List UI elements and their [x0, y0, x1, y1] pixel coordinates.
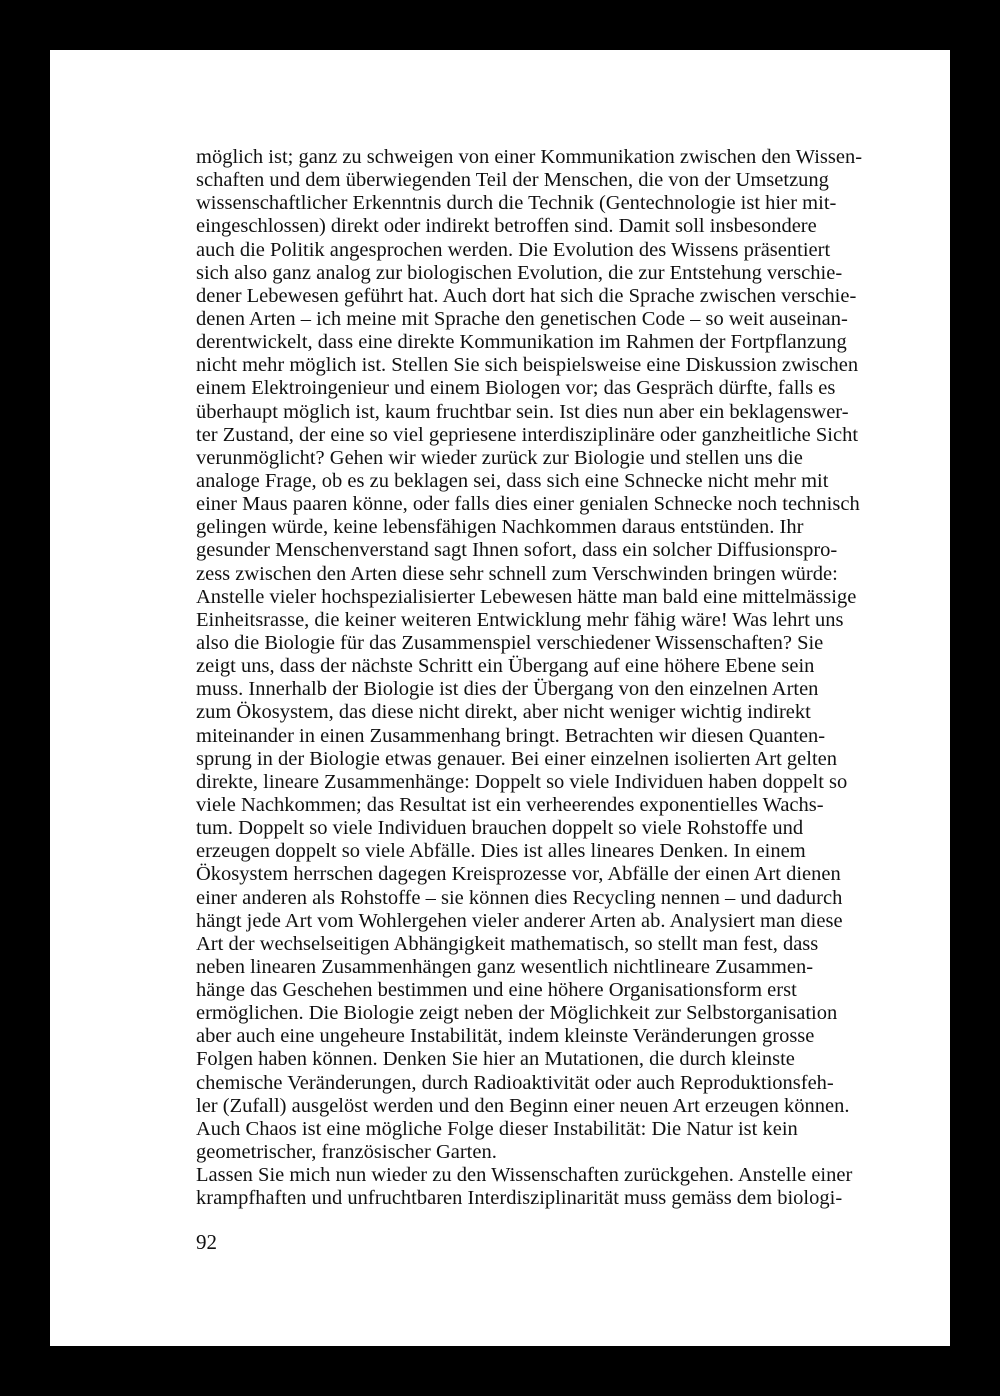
book-page [50, 50, 950, 1346]
text-line: einem Elektroingenieur und einem Biologen vor; das Gespräch dürfte, falls es [196, 377, 836, 400]
text-line: einer anderen als Rohstoffe – sie können dies Recycling nennen – und dadurch [196, 886, 843, 909]
text-line: muss. Innerhalb der Biologie ist dies der Übergang von den einzelnen Arten [196, 678, 819, 701]
text-line: gelingen würde, keine lebensfähigen Nachkommen daraus entstünden. Ihr [196, 516, 804, 539]
text-line: ermöglichen. Die Biologie zeigt neben der Möglichkeit zur Selbstorganisation [196, 1002, 838, 1025]
text-line: möglich ist; ganz zu schweigen von einer Kommunikation zwischen den Wissen- [196, 146, 863, 168]
text-line: hängt jede Art vom Wohlergehen vieler anderer Arten ab. Analysiert man diese [196, 909, 843, 932]
text-line: Einheitsrasse, die keiner weiteren Entwicklung mehr fähig wäre! Was lehrt uns [196, 608, 844, 631]
text-line: zum Ökosystem, das diese nicht direkt, aber nicht weniger wichtig indirekt [196, 701, 811, 724]
text-line: tum. Doppelt so viele Individuen brauchen doppelt so viele Rohstoffe und [196, 817, 804, 840]
text-line: derentwickelt, dass eine direkte Kommunikation im Rahmen der Fortpflanzung [196, 331, 847, 354]
text-line: Art der wechselseitigen Abhängigkeit mathematisch, so stellt man fest, dass [196, 932, 819, 955]
text-line: Ökosystem herrschen dagegen Kreisprozesse vor, Abfälle der einen Art dienen [196, 863, 841, 886]
text-line: also die Biologie für das Zusammenspiel verschiedener Wissenschaften? Sie [196, 631, 824, 654]
text-line: sich also ganz analog zur biologischen Evolution, die zur Entstehung verschie- [196, 261, 843, 284]
text-line: analoge Frage, ob es zu beklagen sei, dass sich eine Schnecke nicht mehr mit [196, 469, 829, 492]
text-line: nicht mehr möglich ist. Stellen Sie sich beispielsweise eine Diskussion zwischen [196, 354, 859, 377]
text-line: viele Nachkommen; das Resultat ist ein verheerendes exponentielles Wachs- [196, 793, 824, 816]
text-line: ler (Zufall) ausgelöst werden und den Beginn einer neuen Art erzeugen können. [196, 1094, 850, 1117]
text-line: miteinander in einen Zusammenhang bringt. Betrachten wir diesen Quanten- [196, 724, 826, 747]
text-line: auch die Politik angesprochen werden. Die Evolution des Wissens präsentiert [196, 238, 831, 261]
text-line: hänge das Geschehen bestimmen und eine höhere Organisationsform erst [196, 979, 797, 1002]
text-line: gesunder Menschenverstand sagt Ihnen sofort, dass ein solcher Diffusionspro- [196, 539, 838, 562]
text-line: wissenschaftlicher Erkenntnis durch die Technik (Gentechnologie ist hier mit- [196, 192, 837, 215]
text-line: einer Maus paaren könne, oder falls dies einer genialen Schnecke noch technisch [196, 493, 860, 516]
text-line: Auch Chaos ist eine mögliche Folge dieser Instabilität: Die Natur ist kein [196, 1117, 798, 1140]
text-line: dener Lebewesen geführt hat. Auch dort hat sich die Sprache zwischen verschie- [196, 284, 857, 307]
text-line: zess zwischen den Arten diese sehr schnell zum Verschwinden bringen würde: [196, 562, 838, 585]
text-line: ter Zustand, der eine so viel gepriesene interdisziplinäre oder ganzheitliche Sicht [196, 423, 859, 446]
text-line: Anstelle vieler hochspezialisierter Lebewesen hätte man bald eine mittelmässige [196, 585, 857, 608]
page-number: 92 [196, 1230, 217, 1254]
body-text [196, 146, 863, 1210]
text-line: schaften und dem überwiegenden Teil der Menschen, die von der Umsetzung [196, 169, 829, 192]
text-line: chemische Veränderungen, durch Radioaktivität oder auch Reproduktionsfeh- [196, 1071, 834, 1094]
text-line: Lassen Sie mich nun wieder zu den Wissenschaften zurückgehen. Anstelle einer [196, 1164, 853, 1187]
text-line: direkte, lineare Zusammenhänge: Doppelt so viele Individuen haben doppelt so [196, 770, 848, 793]
text-line: eingeschlossen) direkt oder indirekt betroffen sind. Damit soll insbesondere [196, 215, 817, 238]
text-line: verunmöglicht? Gehen wir wieder zurück zur Biologie und stellen uns die [196, 446, 803, 469]
text-line: denen Arten – ich meine mit Sprache den genetischen Code – so weit auseinan- [196, 307, 848, 330]
text-line: neben linearen Zusammenhängen ganz wesentlich nichtlineare Zusammen- [196, 955, 814, 978]
text-line: überhaupt möglich ist, kaum fruchtbar sein. Ist dies nun aber ein beklagenswer- [196, 400, 849, 423]
text-line: sprung in der Biologie etwas genauer. Bei einer einzelnen isolierten Art gelten [196, 747, 837, 770]
text-line: zeigt uns, dass der nächste Schritt ein Übergang auf eine höhere Ebene sein [196, 655, 815, 678]
text-line: Folgen haben können. Denken Sie hier an Mutationen, die durch kleinste [196, 1048, 795, 1071]
text-line: krampfhaften und unfruchtbaren Interdisziplinarität muss gemäss dem biologi- [196, 1187, 843, 1210]
text-line: erzeugen doppelt so viele Abfälle. Dies ist alles lineares Denken. In einem [196, 840, 806, 863]
text-line: geometrischer, französischer Garten. [196, 1141, 497, 1164]
text-line: aber auch eine ungeheure Instabilität, indem kleinste Veränderungen grosse [196, 1025, 815, 1048]
